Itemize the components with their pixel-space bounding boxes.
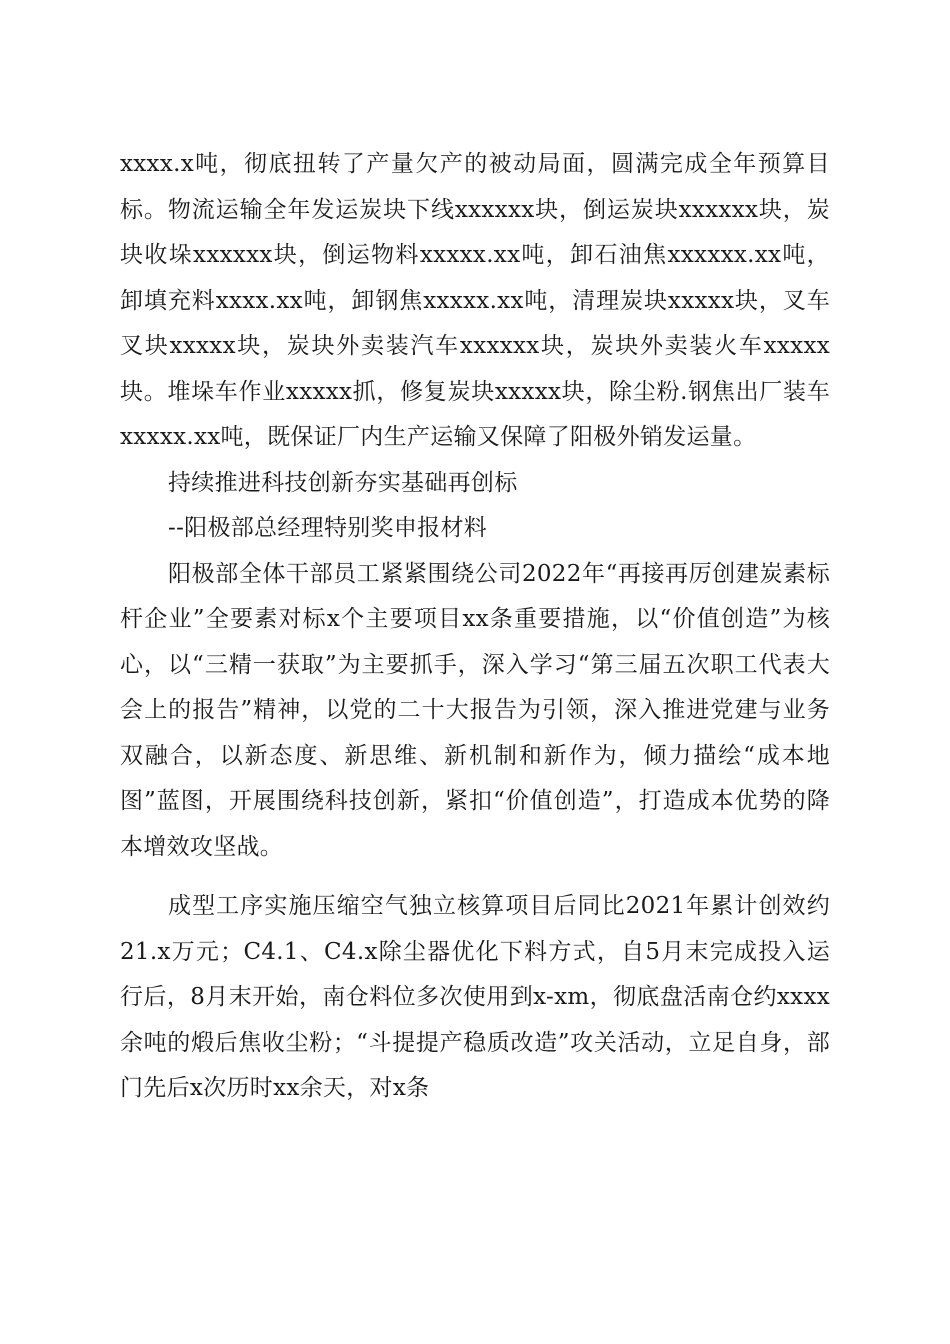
document-subtitle: --阳极部总经理特别奖申报材料 (168, 515, 488, 541)
paragraph-intro: 阳极部全体干部员工紧紧围绕公司2022年“再接再厉创建炭素标杆企业”全要素对标x个主要项目xx条重要措施，以“价值创造”为核心，以“三精一获取”为主要抓手，深入学习“第三届五次职工代表大会上的报告”精神，以党的二十大报告为引领，深入推进党建与业务双融合，以新态度、新思维、新机制和新作为，倾力描绘“成本地图”蓝图，开展围绕科技创新，紧扣“价值创造”，打造成本优势的降本增效攻坚战。 (120, 560, 830, 860)
title-block (120, 461, 830, 552)
paragraph-forming: 成型工序实施压缩空气独立核算项目后同比2021年累计创效约21.x万元；C4.1、C4.x除尘器优化下料方式，自5月末完成投入运行后，8月末开始，南仓料位多次使用到x-xm，彻底盘活南仓约xxxx余吨的煅后焦收尘粉；“斗提提产稳质改造”攻关活动，立足自身，部门先后x次历时xx余天，对x条 (120, 893, 830, 1101)
document-body (120, 142, 830, 1112)
document-title: 持续推进科技创新夯实基础再创标 (168, 469, 518, 496)
paragraph-logistics: xxxx.x吨，彻底扭转了产量欠产的被动局面，圆满完成全年预算目标。物流运输全年发运炭块下线xxxxxx块，倒运炭块xxxxxx块，炭块收垛xxxxxx块，倒运物料xxxxx.xx吨，卸石油焦xxxxxx.xx吨，卸填充料xxxx.xx吨，卸钢焦xxxxx.xx吨，清理炭块xxxxx块，叉车叉块xxxxx块，炭块外卖装汽车xxxxxx块，炭块外卖装火车xxxxx块。堆垛车作业xxxxx抓，修复炭块xxxxx块，除尘粉.钢焦出厂装车xxxxx.xx吨，既保证厂内生产运输又保障了阳极外销发运量。 (120, 151, 830, 450)
